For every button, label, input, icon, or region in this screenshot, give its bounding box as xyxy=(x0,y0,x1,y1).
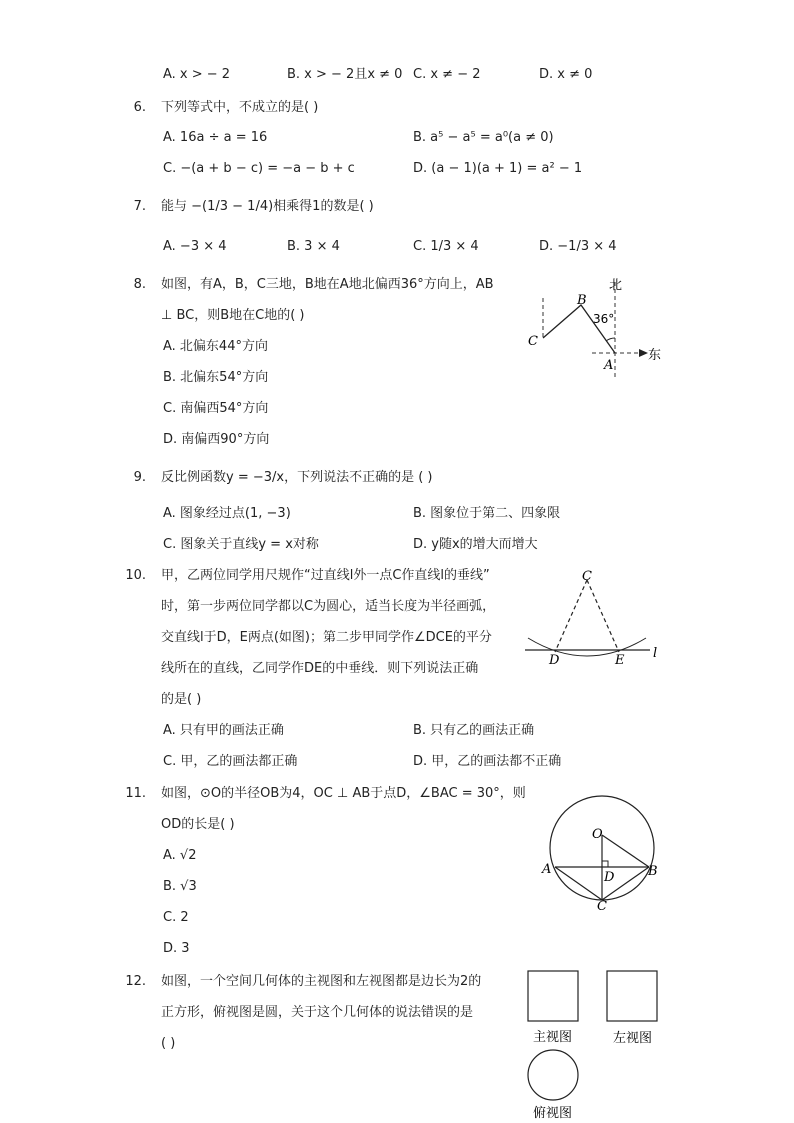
q7-option-b: B. 3 × 4 xyxy=(287,239,340,254)
q10-option-d: D. 甲，乙的画法都不正确 xyxy=(413,754,562,769)
q12-stem-line1: 如图，一个空间几何体的主视图和左视图都是边长为2的 xyxy=(161,974,482,989)
q11-stem-line1: 如图，⊙O的半径OB为4，OC ⊥ AB于点D，∠BAC = 30°，则 xyxy=(161,786,526,801)
segment-cd xyxy=(555,580,587,652)
q11-option-d: D. 3 xyxy=(163,941,190,956)
right-angle-mark xyxy=(602,861,608,867)
q7-stem: 能与 −(1/3 − 1/4)相乘得1的数是( ) xyxy=(161,199,374,214)
q6-option-b: B. a⁵ − a⁵ = a⁰(a ≠ 0) xyxy=(413,130,554,145)
q7-option-a: A. −3 × 4 xyxy=(163,239,227,254)
north-label: 北 xyxy=(609,278,623,293)
q10-stem-line1: 甲，乙两位同学用尺规作“过直线l外一点C作直线l的垂线” xyxy=(161,568,490,583)
q11-stem-line2: OD的长是( ) xyxy=(161,817,235,832)
front-view-label: 主视图 xyxy=(533,1030,573,1045)
point-o-label: O xyxy=(592,827,603,842)
q9-stem: 反比例函数y = −3/x，下列说法不正确的是 ( ) xyxy=(161,470,433,485)
q11-option-b: B. √3 xyxy=(163,879,197,894)
q9-option-d: D. y随x的增大而增大 xyxy=(413,537,538,552)
q5-option-b: B. x > − 2且x ≠ 0 xyxy=(287,67,403,82)
point-d-label: D xyxy=(549,653,560,668)
q10-stem-line3: 交直线l于D，E两点(如图)；第二步甲同学作∠DCE的平分 xyxy=(161,630,492,645)
left-view-square xyxy=(607,971,657,1021)
q8-direction-figure xyxy=(520,272,670,382)
q10-stem-line5: 的是( ) xyxy=(161,692,202,707)
front-view-square xyxy=(528,971,578,1021)
east-arrow-icon xyxy=(639,349,648,357)
q8-option-a: A. 北偏东44°方向 xyxy=(163,339,268,354)
q11-circle-figure xyxy=(535,785,665,915)
q8-option-c: C. 南偏西54°方向 xyxy=(163,401,269,416)
q9-option-b: B. 图象位于第二、四象限 xyxy=(413,506,561,521)
q7-number: 7. xyxy=(133,199,146,214)
top-view-label: 俯视图 xyxy=(533,1106,573,1121)
q10-stem-line4: 线所在的直线，乙同学作DE的中垂线．则下列说法正确 xyxy=(161,661,479,676)
point-c-label: C xyxy=(597,899,607,914)
q5-option-a: A. x > − 2 xyxy=(163,67,231,82)
q9-number: 9. xyxy=(133,470,146,485)
left-view-label: 左视图 xyxy=(613,1031,653,1046)
q11-number: 11. xyxy=(125,786,146,801)
q8-stem-line1: 如图，有A，B，C三地，B地在A地北偏西36°方向上，AB xyxy=(161,277,494,292)
q5-option-d: D. x ≠ 0 xyxy=(539,67,593,82)
angle-arc xyxy=(606,338,615,341)
q6-number: 6. xyxy=(133,100,146,115)
q9-option-a: A. 图象经过点(1, −3) xyxy=(163,506,291,521)
q10-option-b: B. 只有乙的画法正确 xyxy=(413,723,535,738)
q12-three-views-figure xyxy=(520,963,670,1123)
q10-option-c: C. 甲，乙的画法都正确 xyxy=(163,754,298,769)
top-view-circle xyxy=(528,1050,578,1100)
point-a-label: A xyxy=(604,358,614,373)
q11-option-c: C. 2 xyxy=(163,910,189,925)
segment-ob xyxy=(602,835,649,867)
q5-option-c: C. x ≠ − 2 xyxy=(413,67,481,82)
q12-number: 12. xyxy=(125,974,146,989)
q9-option-c: C. 图象关于直线y = x对称 xyxy=(163,537,319,552)
compass-arc xyxy=(528,638,646,656)
point-a-label: A xyxy=(542,862,552,877)
point-b-label: B xyxy=(648,864,658,879)
q8-stem-line2: ⊥ BC，则B地在C地的( ) xyxy=(161,308,305,323)
q10-perpendicular-figure xyxy=(520,566,670,671)
q12-stem-line3: ( ) xyxy=(161,1036,176,1051)
q6-stem: 下列等式中，不成立的是( ) xyxy=(161,100,319,115)
q7-option-c: C. 1/3 × 4 xyxy=(413,239,479,254)
q12-stem-line2: 正方形，俯视图是圆，关于这个几何体的说法错误的是 xyxy=(161,1005,474,1020)
q6-option-d: D. (a − 1)(a + 1) = a² − 1 xyxy=(413,161,583,176)
point-e-label: E xyxy=(615,653,625,668)
angle-label: 36° xyxy=(593,312,615,326)
q8-number: 8. xyxy=(133,277,146,292)
q6-option-c: C. −(a + b − c) = −a − b + c xyxy=(163,161,355,176)
q8-option-d: D. 南偏西90°方向 xyxy=(163,432,270,447)
q8-option-b: B. 北偏东54°方向 xyxy=(163,370,269,385)
q7-option-d: D. −1/3 × 4 xyxy=(539,239,617,254)
point-c-label: C xyxy=(528,334,538,349)
point-b-label: B xyxy=(577,293,587,308)
east-label: 东 xyxy=(648,348,662,363)
q10-option-a: A. 只有甲的画法正确 xyxy=(163,723,284,738)
line-l-label: l xyxy=(653,646,658,661)
point-d-label: D xyxy=(604,870,615,885)
segment-ce xyxy=(587,580,619,652)
q11-option-a: A. √2 xyxy=(163,848,197,863)
q10-number: 10. xyxy=(125,568,146,583)
q6-option-a: A. 16a ÷ a = 16 xyxy=(163,130,268,145)
point-c-label: C xyxy=(582,569,592,584)
q10-stem-line2: 时，第一步两位同学都以C为圆心，适当长度为半径画弧， xyxy=(161,599,496,614)
